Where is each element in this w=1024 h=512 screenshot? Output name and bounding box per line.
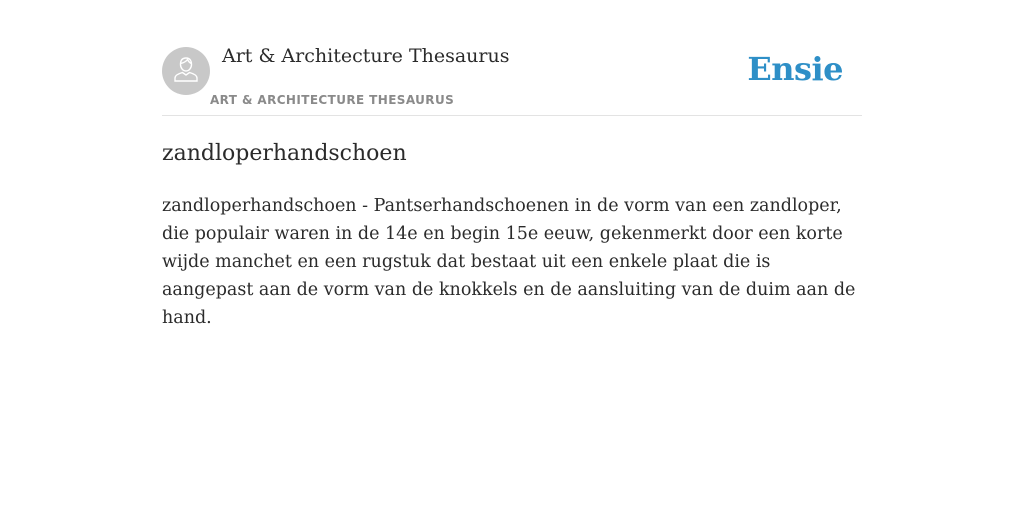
entry-definition: zandloperhandschoen - Pantserhandschoenen in de vorm van een zandloper, die populair waren in de 14e en begin 15e eeuw, gekenmerkt door een korte wijde manchet en een rugstuk dat bestaat uit een enkele plaat die is aangepast aan de vorm van de knokkels en de aansluiting van de duim aan de hand.	[162, 196, 856, 328]
author-name-link[interactable]: Art & Architecture Thesaurus	[222, 45, 510, 67]
content-container	[162, 0, 862, 328]
ensie-logo[interactable]: Ensie	[747, 50, 843, 88]
author-subtitle: ART & ARCHITECTURE THESAURUS	[210, 93, 455, 107]
entry-title: zandloperhandschoen	[162, 141, 407, 166]
user-icon	[171, 54, 201, 89]
header	[162, 0, 862, 116]
author-avatar[interactable]	[162, 47, 210, 95]
